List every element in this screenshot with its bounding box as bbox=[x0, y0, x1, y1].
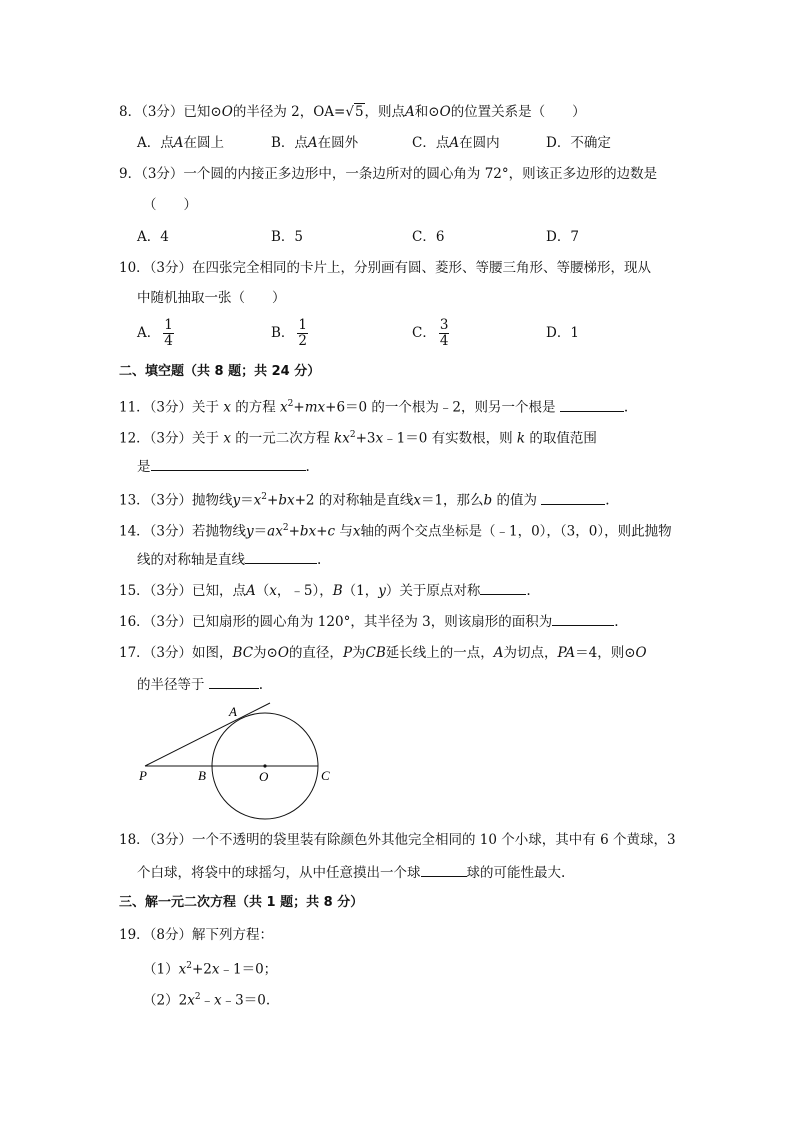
var: x bbox=[287, 492, 295, 509]
text: 8．（3分）已知⊙ bbox=[119, 104, 222, 120]
text: 11．（3分）关于 bbox=[119, 399, 220, 416]
text: 个白球，将袋中的球摇匀，从中任意摸出一个球 bbox=[137, 865, 421, 881]
exponent: 2 bbox=[261, 492, 268, 502]
var: c bbox=[327, 523, 336, 540]
text: + bbox=[267, 492, 279, 509]
text: 为切点， bbox=[503, 645, 558, 661]
label-a: A bbox=[229, 704, 237, 719]
var: A bbox=[307, 135, 318, 151]
text: 的位置关系是（ ） bbox=[450, 104, 586, 120]
text: +6＝0 的一个根为﹣2，则另一个根是 bbox=[325, 399, 556, 416]
text: 的半径等于 bbox=[137, 677, 205, 693]
var: x bbox=[275, 523, 283, 540]
text: 17．（3分）如图， bbox=[119, 645, 233, 661]
question-9-option-c[interactable]: C．6 bbox=[412, 229, 445, 245]
numerator: 1 bbox=[298, 317, 308, 333]
var: x bbox=[280, 399, 288, 416]
text: 是 bbox=[137, 459, 151, 475]
var: x bbox=[223, 399, 231, 416]
text: ﹣3＝0. bbox=[221, 992, 271, 1009]
text: 的取值范围 bbox=[529, 430, 597, 447]
text: 轴的两个交点坐标是（﹣1，0），（3，0），则此抛物 bbox=[360, 523, 672, 540]
text: + bbox=[316, 523, 328, 540]
text: 的半径为 2，OA= bbox=[232, 104, 346, 120]
text: 15．（3分）已知，点 bbox=[119, 583, 247, 599]
var: A bbox=[405, 104, 415, 120]
option-label: B． bbox=[271, 325, 295, 341]
text: +2 的对称轴是直线 bbox=[294, 492, 414, 509]
var: x bbox=[342, 430, 350, 447]
var: y bbox=[246, 523, 254, 540]
var: x bbox=[413, 492, 421, 509]
var: P bbox=[342, 645, 353, 661]
var: k bbox=[334, 430, 343, 447]
label-p: P bbox=[139, 768, 147, 783]
question-10-stem-2: 中随机抽取一张（ ） bbox=[137, 290, 286, 306]
text: + bbox=[293, 399, 305, 416]
denominator: 4 bbox=[164, 333, 173, 349]
text: 与 bbox=[339, 523, 353, 540]
sqrt-sign: √ bbox=[345, 104, 354, 120]
text: . bbox=[317, 552, 322, 568]
section-2-heading: 二、填空题（共 8 题；共 24 分） bbox=[119, 364, 321, 379]
text: 14．（3分）若抛物线 bbox=[119, 523, 247, 540]
var: B bbox=[332, 583, 343, 599]
text: . bbox=[305, 459, 310, 475]
var: y bbox=[232, 492, 241, 509]
text: （2）2 bbox=[143, 992, 188, 1009]
text: 球的可能性最大. bbox=[466, 865, 566, 881]
var: x bbox=[352, 523, 361, 540]
center-point bbox=[263, 764, 266, 767]
var: a bbox=[267, 523, 276, 540]
sqrt-value: 5 bbox=[354, 104, 364, 120]
exponent: 2 bbox=[282, 523, 289, 533]
var: CB bbox=[365, 645, 386, 661]
tangent-line bbox=[145, 703, 270, 766]
text: ﹣1＝0 有实数根，则 bbox=[383, 430, 513, 447]
question-8-option-d[interactable]: D．不确定 bbox=[546, 135, 611, 151]
label-b: B bbox=[198, 768, 206, 783]
option-label: B．点 bbox=[271, 135, 308, 151]
option-label: A． bbox=[137, 325, 161, 341]
question-19-part-2 bbox=[143, 987, 270, 1011]
var: b bbox=[278, 492, 287, 509]
text: ﹣1＝0； bbox=[219, 961, 278, 978]
var: PA bbox=[557, 645, 576, 661]
text: 延长线上的一点， bbox=[385, 645, 494, 661]
text: 的直径， bbox=[288, 645, 343, 661]
var: x bbox=[308, 523, 317, 540]
label-o: O bbox=[259, 769, 269, 784]
text: ，﹣5）， bbox=[276, 583, 333, 599]
var: m bbox=[304, 399, 318, 416]
text: . bbox=[614, 614, 619, 630]
text: 的值为 bbox=[496, 492, 537, 509]
option-label: C．点 bbox=[412, 135, 450, 151]
text: 为 bbox=[352, 645, 366, 661]
var: x bbox=[214, 992, 222, 1009]
question-18-line-2 bbox=[137, 862, 565, 883]
numerator: 3 bbox=[439, 317, 449, 333]
exponent: 2 bbox=[186, 961, 192, 971]
text: 的一元二次方程 bbox=[235, 430, 330, 447]
option-text: 在圆外 bbox=[317, 135, 359, 151]
text: . bbox=[258, 677, 264, 693]
text: 线的对称轴是直线 bbox=[137, 552, 245, 568]
question-10-option-d[interactable]: D．1 bbox=[546, 325, 579, 341]
var: y bbox=[378, 583, 386, 599]
text: ＝ bbox=[240, 492, 254, 509]
option-label: C． bbox=[412, 325, 436, 341]
text: ＝ bbox=[253, 523, 268, 540]
answer-blank[interactable] bbox=[421, 862, 467, 877]
exponent: 2 bbox=[287, 399, 294, 409]
var: x bbox=[211, 961, 220, 978]
text: ＝1，那么 bbox=[420, 492, 484, 509]
var: A bbox=[173, 135, 184, 151]
text: 16．（3分）已知扇形的圆心角为 120°，其半径为 3，则该扇形的面积为 bbox=[119, 614, 553, 630]
var: A bbox=[493, 645, 504, 661]
var: O bbox=[635, 645, 647, 661]
text: . bbox=[526, 583, 531, 599]
text: ＝4，则⊙ bbox=[575, 645, 636, 661]
denominator: 2 bbox=[298, 333, 308, 349]
var: k bbox=[516, 430, 526, 447]
label-c: C bbox=[321, 768, 330, 783]
text: . bbox=[605, 492, 610, 509]
exponent: 2 bbox=[194, 992, 201, 1002]
var: b bbox=[483, 492, 493, 509]
text: ﹣ bbox=[200, 992, 215, 1009]
text: ）关于原点对称 bbox=[385, 583, 481, 599]
numerator: 1 bbox=[164, 317, 173, 333]
question-9-option-a[interactable]: A．4 bbox=[137, 229, 169, 245]
exponent: 2 bbox=[349, 430, 356, 440]
question-19-part-1 bbox=[143, 956, 277, 980]
question-19-stem: 19．（8分）解下列方程： bbox=[119, 927, 274, 943]
var: x bbox=[253, 492, 262, 509]
var: x bbox=[269, 583, 277, 599]
var: A bbox=[246, 583, 256, 599]
var: A bbox=[449, 135, 460, 151]
var: x bbox=[187, 992, 195, 1009]
var: O bbox=[277, 645, 289, 661]
question-18: 18．（3分）一个不透明的袋里装有除颜色外其他完全相同的 10 个小球，其中有 6 个黄球，3 bbox=[119, 832, 676, 848]
question-9-paren: （ ） bbox=[143, 197, 197, 213]
section-3-heading: 三、解一元二次方程（共 1 题；共 8 分） bbox=[119, 895, 364, 910]
option-text: 在圆内 bbox=[459, 135, 500, 151]
text: . bbox=[623, 399, 629, 416]
var: x bbox=[178, 961, 187, 978]
var: x bbox=[375, 430, 384, 447]
text: 为⊙ bbox=[253, 645, 278, 661]
var: x bbox=[317, 399, 326, 416]
option-label: A．点 bbox=[137, 135, 174, 151]
denominator: 4 bbox=[439, 333, 449, 349]
text: 13．（3分）抛物线 bbox=[119, 492, 233, 509]
var: x bbox=[223, 430, 231, 447]
text: （ bbox=[255, 583, 270, 599]
text: +3 bbox=[355, 430, 376, 447]
var: BC bbox=[232, 645, 254, 661]
text: 12．（3分）关于 bbox=[119, 430, 220, 447]
text: ，则点 bbox=[364, 104, 406, 120]
question-9-option-d[interactable]: D．7 bbox=[546, 229, 579, 245]
text: 的方程 bbox=[235, 399, 276, 416]
text: （1， bbox=[342, 583, 379, 599]
var: b bbox=[299, 523, 309, 540]
text: 和⊙ bbox=[414, 104, 440, 120]
question-9-stem: 9．（3分）一个圆的内接正多边形中，一条边所对的圆心角为 72°，则该正多边形的边数是 bbox=[119, 166, 658, 182]
text: （1） bbox=[143, 961, 179, 978]
var: O bbox=[221, 104, 233, 120]
question-9-option-b[interactable]: B．5 bbox=[271, 229, 304, 245]
text: + bbox=[288, 523, 300, 540]
question-10-stem: 10．（3分）在四张完全相同的卡片上，分别画有圆、菱形、等腰三角形、等腰梯形，现从 bbox=[119, 260, 652, 276]
var: O bbox=[439, 104, 451, 120]
option-text: 在圆上 bbox=[183, 135, 224, 151]
text: +2 bbox=[191, 961, 212, 978]
